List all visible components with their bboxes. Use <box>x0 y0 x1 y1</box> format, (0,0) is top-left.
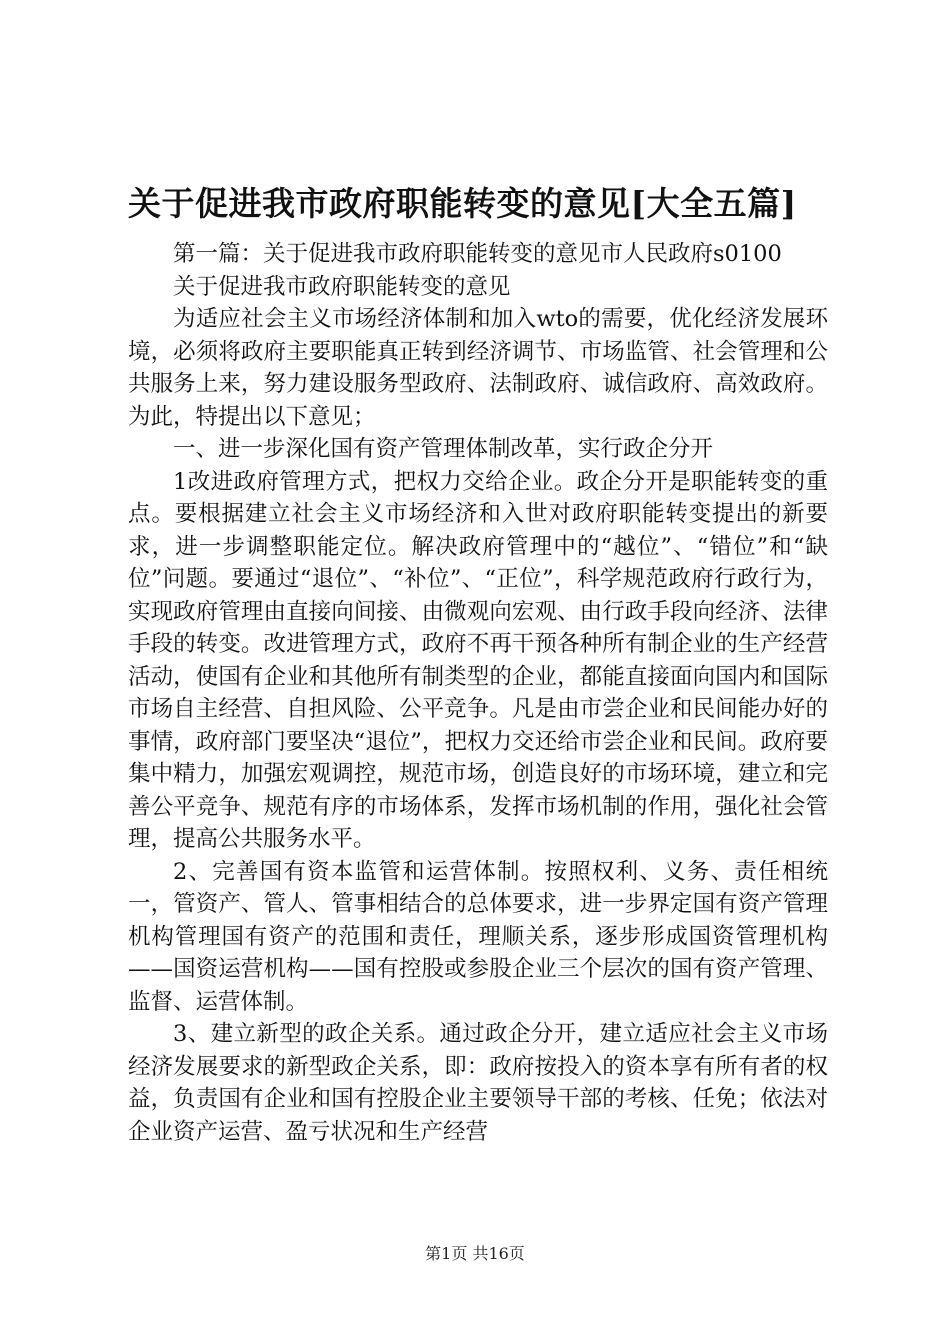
paragraph-section-one-heading: 一、进一步深化国有资产管理体制改革，实行政企分开 <box>173 436 714 462</box>
page-number-footer: 第1页 共16页 <box>425 1244 525 1263</box>
paragraph-item-one: 1改进政府管理方式，把权力交给企业。政企分开是职能转变的重点。要根据建立社会主义市场经济和入世对政府职能转变提出的新要求，进一步调整职能定位。解决政府管理中的“越位”、“错位”和“缺位”问题。要通过“退位”、“补位”、“正位”，科学规范政府行政行为，实现政府管理由直接向间接、由微观向宏观、由行政手段向经济、法律手段的转变。改进管理方式，政府不再干预各种所有制企业的生产经营活动，使国有企业和其他所有制类型的企业，都能直接面向国内和国际市场自主经营、自担风险、公平竞争。凡是由市尝企业和民间能办好的事情，政府部门要坚决“退位”，把权力交还给市尝企业和民间。政府要集中精力，加强宏观调控，规范市场，创造良好的市场环境，建立和完善公平竞争、规范有序的市场体系，发挥市场机制的作用，强化社会管理，提高公共服务水平。 <box>128 468 828 852</box>
document-body <box>128 210 828 1148</box>
paragraph-subtitle: 关于促进我市政府职能转变的意见 <box>173 273 511 300</box>
paragraph-item-three: 3、建立新型的政企关系。通过政企分开，建立适应社会主义市场经济发展要求的新型政企关系，即：政府按投入的资本享有所有者的权益，负责国有企业和国有控股企业主要领导干部的考核、任免；依法对企业资产运营、盈亏状况和生产经营 <box>128 1021 828 1145</box>
paragraph-item-two: 2、完善国有资本监管和运营体制。按照权利、义务、责任相统一，管资产、管人、管事相结合的总体要求，进一步界定国有资产管理机构管理国有资产的范围和责任，理顺关系，逐步形成国资管理机构——国资运营机构——国有控股或参股企业三个层次的国有资产管理、监督、运营体制。 <box>128 858 828 1015</box>
paragraph-intro: 为适应社会主义市场经济体制和加入wto的需要，优化经济发展环境，必须将政府主要职能真正转到经济调节、市场监管、社会管理和公共服务上来，努力建设服务型政府、法制政府、诚信政府、高效政府。为此，特提出以下意见； <box>128 306 828 430</box>
document-title: 关于促进我市政府职能转变的意见[大全五篇] <box>128 184 797 223</box>
paragraph-heading-part-one: 第一篇：关于促进我市政府职能转变的意见市人民政府s0100 <box>173 241 782 267</box>
